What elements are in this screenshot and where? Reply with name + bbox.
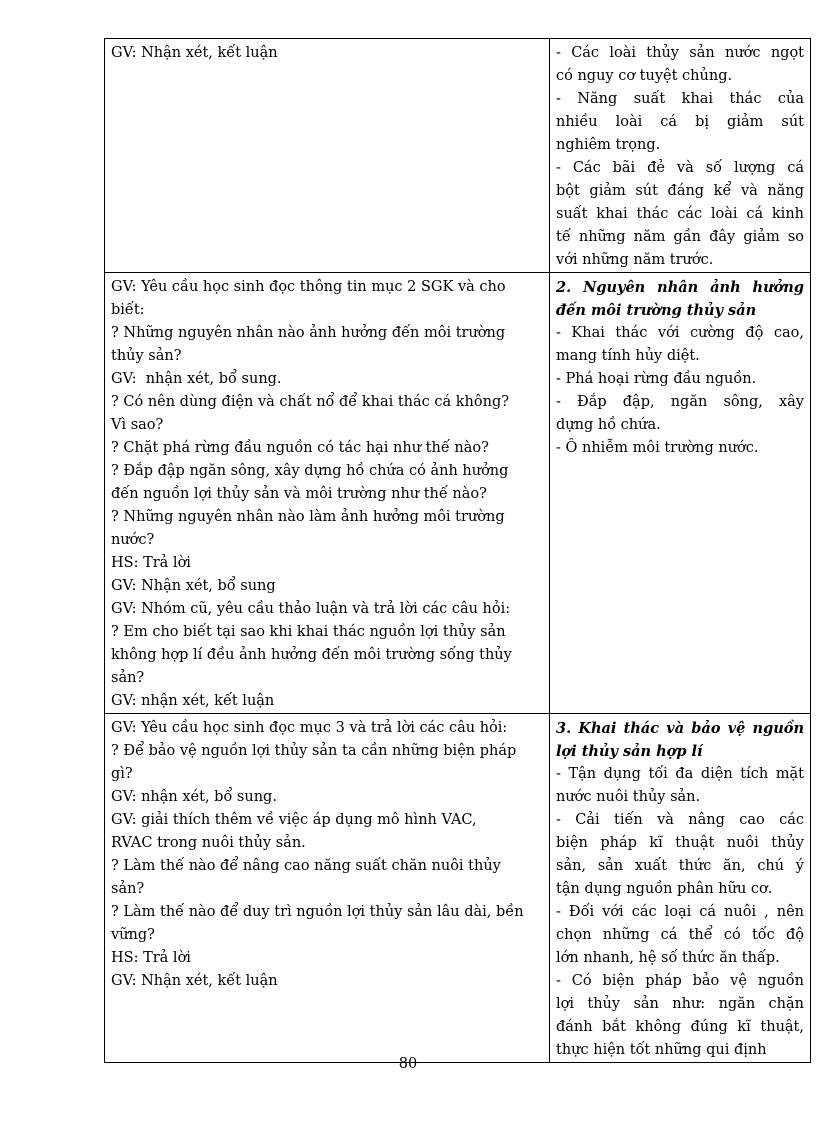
- text-line: - Khai thác với cường độ cao,: [556, 325, 804, 341]
- table-row: [105, 714, 811, 1063]
- text-line: nhiều loài cá bị giảm sút: [556, 114, 804, 130]
- text-line: lợi thủy sản như: ngăn chặn: [556, 996, 804, 1012]
- text-line: ? Chặt phá rừng đầu nguồn có tác hại như thế nào?: [111, 440, 489, 456]
- text-line: GV: nhận xét, bổ sung.: [111, 371, 282, 387]
- table-row: [105, 273, 811, 714]
- page-number: 80: [398, 1056, 418, 1072]
- text-line: bột giảm sút đáng kể và năng: [556, 183, 804, 199]
- text-line: tế những năm gần đây giảm so: [556, 229, 804, 245]
- text-line: sản, sản xuất thức ăn, chú ý: [556, 858, 804, 874]
- text-line: đến môi trường thủy sản: [556, 302, 757, 319]
- text-line: ? Những nguyên nhân nào ảnh hưởng đến môi trường: [111, 325, 506, 341]
- text-line: sản?: [111, 670, 145, 686]
- text-block: [111, 42, 543, 65]
- text-line: lợi thủy sản hợp lí: [556, 743, 703, 760]
- text-line: có nguy cơ tuyệt chủng.: [556, 68, 733, 84]
- text-line: với những năm trước.: [556, 252, 714, 268]
- text-block: [111, 276, 543, 713]
- text-line: - Năng suất khai thác của: [556, 91, 804, 107]
- text-line: RVAC trong nuôi thủy sản.: [111, 835, 306, 851]
- text-line: HS: Trả lời: [111, 950, 191, 966]
- text-line: ? Em cho biết tại sao khi khai thác nguồn lợi thủy sản: [111, 624, 506, 640]
- text-line: ? Để bảo vệ nguồn lợi thủy sản ta cần những biện pháp: [111, 743, 517, 759]
- text-line: - Ô nhiễm môi trường nước.: [556, 440, 759, 456]
- text-line: GV: Nhận xét, bổ sung: [111, 578, 276, 594]
- text-line: lớn nhanh, hệ số thức ăn thấp.: [556, 950, 780, 966]
- text-line: - Đắp đập, ngăn sông, xây: [556, 394, 804, 410]
- text-line: - Tận dụng tối đa diện tích mặt: [556, 766, 804, 782]
- text-line: mang tính hủy diệt.: [556, 348, 700, 364]
- text-line: GV: giải thích thêm về việc áp dụng mô hình VAC,: [111, 812, 477, 828]
- teacher-activity-cell: [105, 273, 550, 714]
- text-line: - Phá hoại rừng đầu nguồn.: [556, 371, 757, 387]
- text-line: không hợp lí đều ảnh hưởng đến môi trường sống thủy: [111, 647, 512, 663]
- table-row: [105, 39, 811, 273]
- text-line: GV: nhận xét, kết luận: [111, 693, 275, 709]
- text-line: đến nguồn lợi thủy sản và môi trường như thế nào?: [111, 486, 487, 502]
- text-line: HS: Trả lời: [111, 555, 191, 571]
- text-line: dựng hồ chứa.: [556, 417, 661, 433]
- text-line: thực hiện tốt những qui định: [556, 1042, 767, 1058]
- text-line: GV: Nhận xét, kết luận: [111, 973, 278, 989]
- text-line: - Các bãi đẻ và số lượng cá: [556, 160, 804, 176]
- text-line: GV: nhận xét, bổ sung.: [111, 789, 277, 805]
- teacher-activity-cell: [105, 714, 550, 1063]
- text-block: [556, 763, 804, 1062]
- text-line: suất khai thác các loài cá kinh: [556, 206, 804, 222]
- content-cell: [550, 39, 811, 273]
- text-line: - Có biện pháp bảo vệ nguồn: [556, 973, 804, 989]
- content-cell: [550, 273, 811, 714]
- text-line: - Các loài thủy sản nước ngọt: [556, 45, 804, 61]
- text-line: ? Có nên dùng điện và chất nổ để khai thác cá không?: [111, 394, 510, 410]
- text-line: - Cải tiến và nâng cao các: [556, 812, 804, 828]
- text-line: nước?: [111, 532, 155, 548]
- text-line: 2. Nguyên nhân ảnh hưởng: [556, 279, 804, 296]
- text-line: GV: Yêu cầu học sinh đọc thông tin mục 2 SGK và cho: [111, 279, 506, 295]
- text-line: GV: Nhóm cũ, yêu cầu thảo luận và trả lời các câu hỏi:: [111, 601, 511, 617]
- text-line: ? Những nguyên nhân nào làm ảnh hưởng môi trường: [111, 509, 505, 525]
- text-line: GV: Yêu cầu học sinh đọc mục 3 và trả lời các câu hỏi:: [111, 720, 508, 736]
- text-line: sản?: [111, 881, 145, 897]
- text-line: chọn những cá thể có tốc độ: [556, 927, 804, 943]
- text-line: ? Làm thế nào để duy trì nguồn lợi thủy sản lâu dài, bền: [111, 904, 524, 920]
- text-line: biện pháp kĩ thuật nuôi thủy: [556, 835, 804, 851]
- text-line: nước nuôi thủy sản.: [556, 789, 701, 805]
- text-line: nghiêm trọng.: [556, 137, 661, 153]
- text-block: [556, 42, 804, 272]
- text-line: đánh bắt không đúng kĩ thuật,: [556, 1019, 804, 1035]
- content-cell: [550, 714, 811, 1063]
- text-block: [111, 717, 543, 993]
- teacher-activity-cell: [105, 39, 550, 273]
- text-line: ? Làm thế nào để nâng cao năng suất chăn nuôi thủy: [111, 858, 501, 874]
- text-line: thủy sản?: [111, 348, 182, 364]
- lesson-table: [104, 38, 811, 1063]
- text-line: biết:: [111, 302, 145, 318]
- section-heading: [556, 717, 804, 763]
- text-line: vững?: [111, 927, 155, 943]
- text-line: GV: Nhận xét, kết luận: [111, 45, 278, 61]
- text-line: ? Đắp đập ngăn sông, xây dựng hồ chứa có ảnh hưởng: [111, 463, 509, 479]
- text-line: gì?: [111, 766, 133, 782]
- text-line: tận dụng nguồn phân hữu cơ.: [556, 881, 773, 897]
- section-heading: [556, 276, 804, 322]
- text-block: [556, 322, 804, 460]
- text-line: - Đối với các loại cá nuôi , nên: [556, 904, 804, 920]
- text-line: 3. Khai thác và bảo vệ nguồn: [556, 720, 804, 737]
- text-line: Vì sao?: [111, 417, 164, 433]
